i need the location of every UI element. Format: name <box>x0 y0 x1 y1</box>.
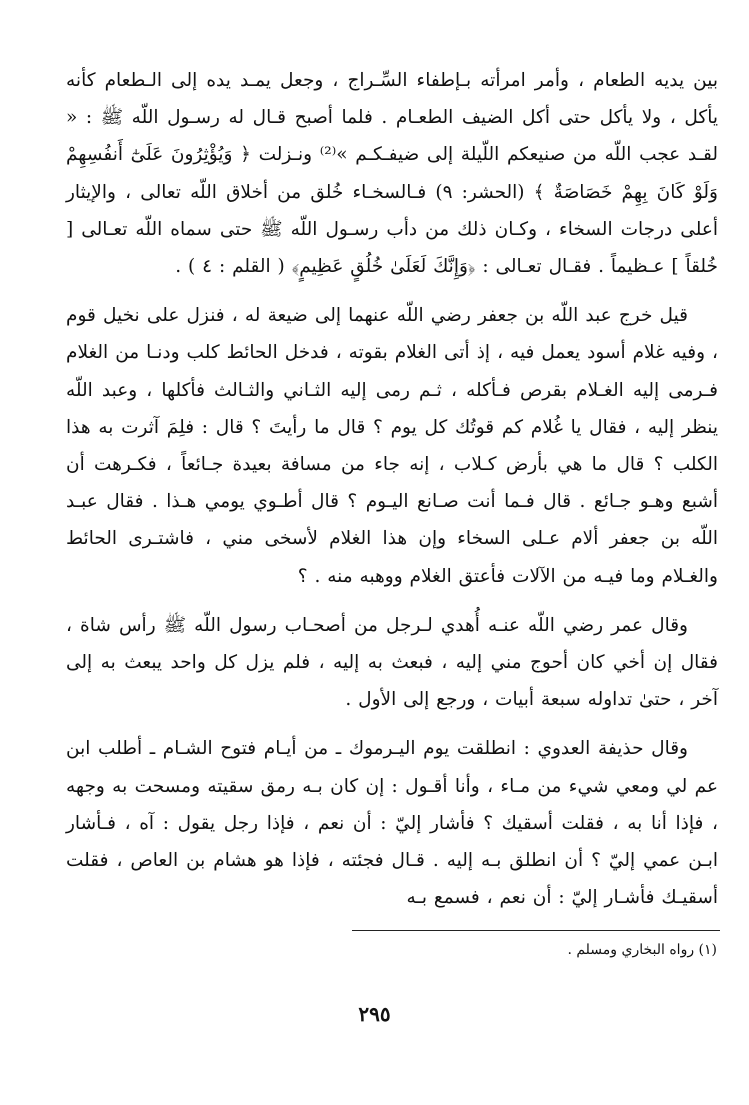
paragraph-2: قيل خرج عبد اللّه بن جعفر رضي اللّه عنهما إلى ضيعة له ، فنزل على نخيل قوم ، وفيه غلام أسود يعمل فيه ، إذ أتى الغلام بقوته ، فدخل الحائط كلب ودنـا من الغلام فـرمى إليه الغـلام بقرص فـأكله ، ثـم رمى إليه الثـاني والثـالث فأكلها ، وعبد اللّه ينظر إليه ، فقال يا غُلام كم قوتُك كل يوم ؟ قال ما رأيتَ ؟ قال : فلِمَ آثرت به هذا الكلب ؟ قال ما هي بأرض كـلاب ، إنه جاء من مسافة بعيدة جـائعاً ، فكـرهت أن أشبع وهـو جـائع . قال فـما أنت صـانع اليـوم ؟ قال أطـوي يومي هـذا . فقال عبـد اللّه بن جعفر ألام عـلى السخاء وإن هذا الغلام لأسخى مني ، فاشتـرى الحائط والغـلام وما فيـه من الآلات فأعتق الغلام ووهبه منه . ؟ <box>66 305 718 587</box>
paragraph-4: وقال حذيفة العدوي : انطلقت يوم اليـرموك ـ من أيـام فتوح الشـام ـ أطلب ابن عم لي ومعي شيء من مـاء ، وأنا أقـول : إن كان بـه رمق سقيته ومسحت به وجهه ، فإذا أنا به ، فقلت أسقيك ؟ فأشار إليّ : أن نعم ، فإذا رجل يقول : آه ، فـأشار ابـن عمي إليّ ؟ أن انطلق بـه إليه . قـال فجئته ، فإذا هو هشام بن العاص ، فقلت أسقيـك فأشـار إليّ : أن نعم ، فسمع بـه <box>66 738 718 909</box>
paragraph-gap <box>66 595 718 607</box>
paragraph-gap <box>66 285 718 297</box>
page-body <box>66 62 718 916</box>
paragraph-gap <box>66 718 718 730</box>
page-number: ٢٩٥ <box>358 1002 391 1026</box>
footnote-divider <box>352 930 720 931</box>
paragraph-1: بين يديه الطعام ، وأمر امرأته بـإطفاء السِّـراج ، وجعل يمـد يده إلى الـطعام كأنه يأكل ، ولا يأكل حتى أكل الضيف الطعـام . فلما أصبح قـال له رسـول اللّه ﷺ : « لقـد عجب اللّه من صنيعكم اللّيلة إلى ضيفـكـم »⁽²⁾ ونـزلت ﴿ وَيُؤْثِرُونَ عَلَىٰٓ أَنفُسِهِمْ وَلَوْ كَانَ بِهِمْ خَصَاصَةٌ ﴾ (الحشر: ٩) فـالسخـاء خُلق من أخلاق اللّه تعالى ، والإيثار أعلى درجات السخاء ، وكـان ذلك من دأب رسـول اللّه ﷺ حتى سماه اللّه تعـالى [ خُلقاً ] عـظيماً . فقـال تعـالى : ﴿وَإِنَّكَ لَعَلَىٰ خُلُقٍ عَظِيمٍ﴾ ( القلم : ٤ ) . <box>66 70 719 278</box>
paragraph-3: وقال عمر رضي اللّه عنـه أُهدي لـرجل من أصحـاب رسول اللّه ﷺ رأس شاة ، فقال إن أخي كان أحوج مني إليه ، فبعث به إليه ، فلم يزل كل واحد يبعث به إلى آخر ، حتىٰ تداوله سبعة أبيات ، ورجع إلى الأول . <box>66 614 718 711</box>
footnote: (١) رواه البخاري ومسلم . <box>567 942 717 958</box>
